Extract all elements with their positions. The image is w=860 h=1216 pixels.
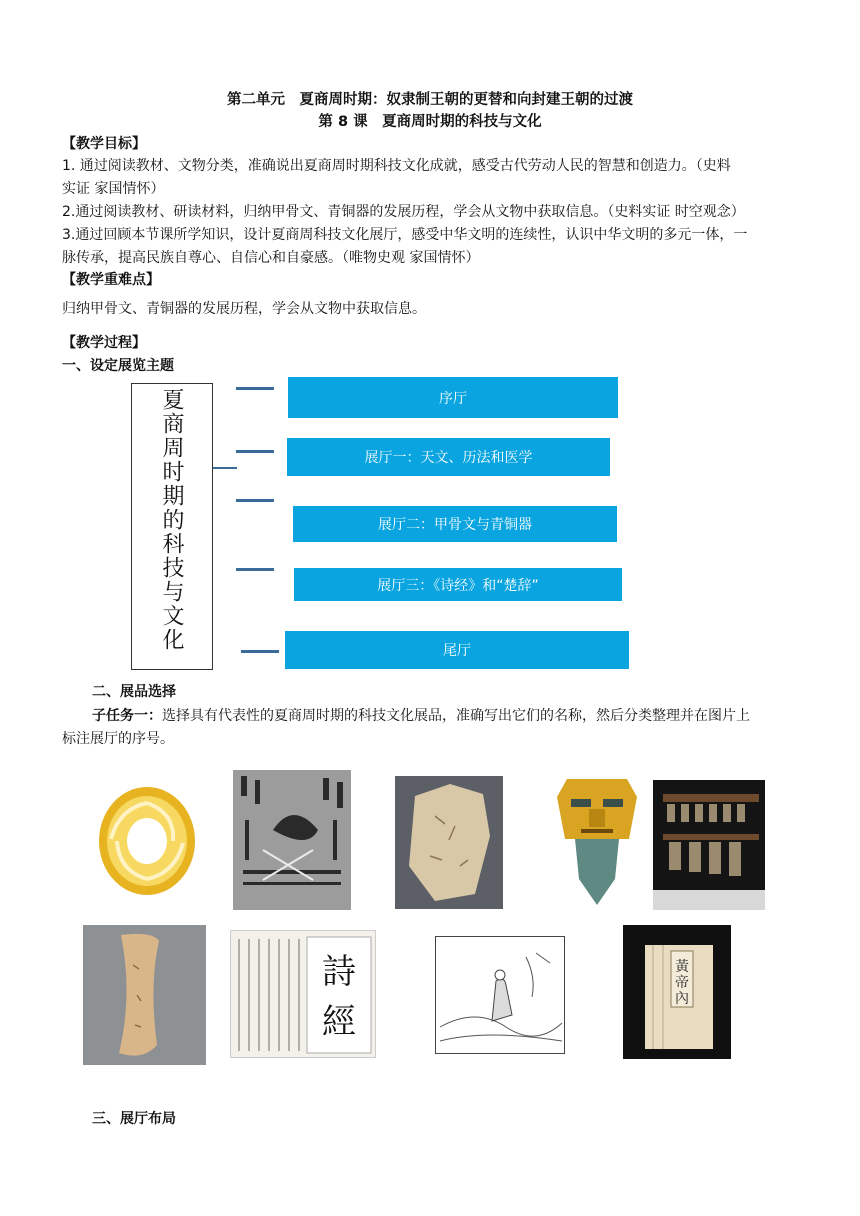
task-line-2: 标注展厅的序号。 <box>62 731 174 747</box>
bronze-bells-chime-image <box>653 780 765 910</box>
svg-text:黃: 黃 <box>675 959 689 975</box>
objective-3-line1: 3.通过回顾本节课所学知识，设计夏商周科技文化展厅，感受中华文明的连续性，认识中华文明的多元一体，一 <box>62 227 748 243</box>
hall-final: 尾厅 <box>285 631 629 669</box>
section-1-heading: 一、设定展览主题 <box>62 358 174 374</box>
task-line-1 <box>92 704 804 728</box>
shijing-book-image <box>230 930 376 1058</box>
svg-text:帝: 帝 <box>675 975 689 991</box>
section-2-heading: 二、展品选择 <box>92 684 176 700</box>
oracle-bone-image <box>395 776 503 909</box>
connector-4 <box>236 568 274 571</box>
bone-fragment-image <box>83 925 206 1065</box>
svg-text:詩: 詩 <box>322 952 356 992</box>
connector-3 <box>236 499 274 502</box>
connector-1 <box>236 387 274 390</box>
process-heading: 【教学过程】 <box>62 335 146 351</box>
huangdi-neijing-book-image <box>623 925 731 1059</box>
unit-title: 第二单元 夏商周时期：奴隶制王朝的更替和向封建王朝的过渡 <box>227 92 633 108</box>
objective-1-line1: 1. 通过阅读教材、文物分类，准确说出夏商周时期科技文化成就，感受古代劳动人民的智慧和创造力。（史料 <box>62 158 731 174</box>
lesson-title: 第 8 课 夏商周时期的科技与文化 <box>318 114 542 130</box>
hall-3: 展厅三：《诗经》和“楚辞” <box>294 568 622 601</box>
objectives-heading: 【教学目标】 <box>62 136 146 152</box>
task-text: 选择具有代表性的夏商周时期的科技文化展品，准确写出它们的名称，然后分类整理并在图片上 <box>162 708 750 724</box>
hall-1: 展厅一：天文、历法和医学 <box>287 438 610 476</box>
key-points-text: 归纳甲骨文、青铜器的发展历程，学会从文物中获取信息。 <box>62 301 426 317</box>
theme-box <box>131 383 213 670</box>
hall-2: 展厅二：甲骨文与青铜器 <box>293 506 617 542</box>
theme-text: 夏商周时期的科技与文化 <box>159 388 184 652</box>
gold-mask-bronze-head-image <box>545 769 649 907</box>
jade-bi-disc-image <box>95 783 200 898</box>
svg-text:經: 經 <box>322 1002 356 1042</box>
hall-prelude: 序厅 <box>288 377 618 418</box>
connector-stem <box>213 467 237 469</box>
connector-2 <box>236 450 274 453</box>
key-points-heading: 【教学重难点】 <box>62 272 160 288</box>
task-label: 子任务一： <box>92 708 162 724</box>
objective-1-line2: 实证 家国情怀） <box>62 181 165 197</box>
rubbing-tablet-image <box>233 770 351 910</box>
qu-yuan-illustration-image <box>435 936 565 1054</box>
objective-2: 2.通过阅读教材、研读材料，归纳甲骨文、青铜器的发展历程，学会从文物中获取信息。（史料实证 时空观念） <box>62 204 745 220</box>
svg-text:內: 內 <box>675 991 689 1007</box>
section-3-heading: 三、展厅布局 <box>92 1111 176 1127</box>
connector-5 <box>241 650 279 653</box>
objective-3-line2: 脉传承，提高民族自尊心、自信心和自豪感。（唯物史观 家国情怀） <box>62 250 480 266</box>
